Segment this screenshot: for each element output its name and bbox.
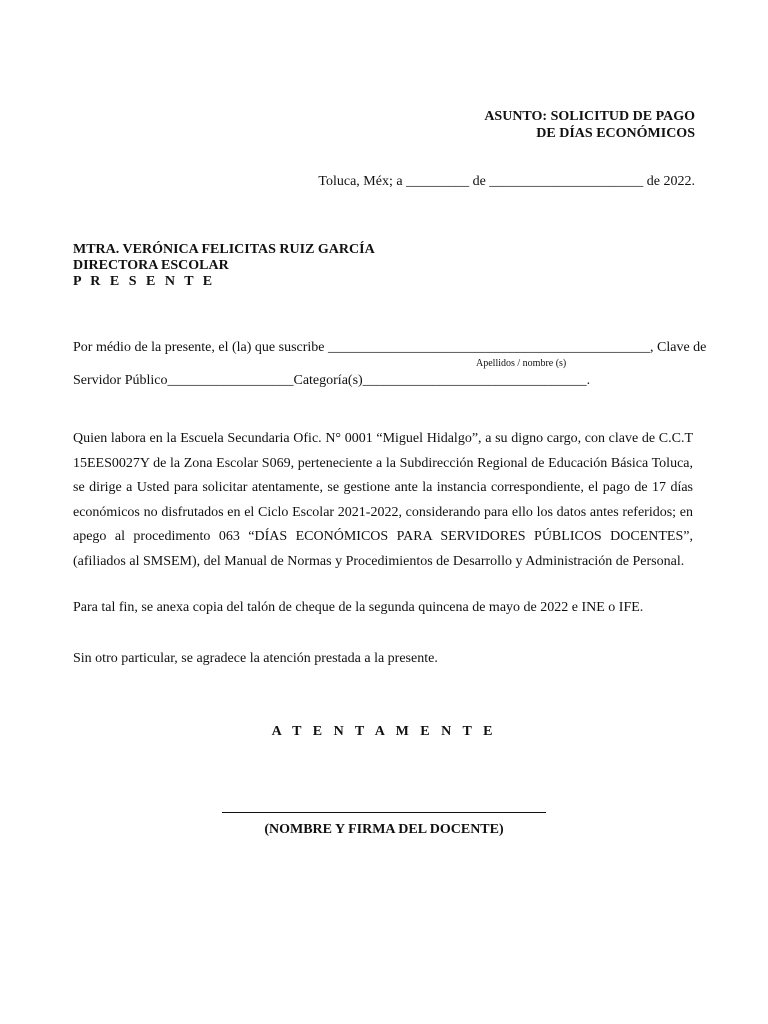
recipient-title: DIRECTORA ESCOLAR: [73, 258, 229, 273]
subject-line-1: ASUNTO: SOLICITUD DE PAGO: [484, 109, 695, 124]
atentamente-label: A T E N T A M E N T E: [271, 724, 497, 739]
paragraph-identification: [73, 340, 707, 388]
identification-line-1: Por médio de la presente, el (la) que suscribe ______________________________________________, Clave de: [73, 340, 707, 355]
date-line: Toluca, Méx; a _________ de ______________________ de 2022.: [318, 174, 695, 189]
identification-line-2: Servidor Público__________________Categoría(s)________________________________.: [73, 373, 591, 388]
paragraph-attachments: Para tal fin, se anexa copia del talón de cheque de la segunda quincena de mayo de 2022 e INE o IFE.: [73, 600, 644, 615]
paragraph-request: Quien labora en la Escuela Secundaria Ofic. N° 0001 “Miguel Hidalgo”, a su digno cargo, con clave de C.C.T 15EES0027Y de la Zona Escolar S069, perteneciente a la Subdirección Regional de Educación Básica Toluca, se dirige a Usted para solicitar atentamente, se gestione ante la instancia correspondiente, el pago de 17 días económicos no disfrutados en el Ciclo Escolar 2021-2022, considerando para ello los datos antes referidos; en apego al procedimento 063 “DÍAS ECONÓMICOS PARA SERVIDORES PÚBLICOS DOCENTES”, (afiliados al SMSEM), del Manual de Normas y Procedimientos de Desarrollo y Administración de Personal.: [73, 431, 693, 569]
subject-block: [484, 108, 695, 142]
presente-label: P R E S E N T E: [73, 274, 216, 289]
recipient-name: MTRA. VERÓNICA FELICITAS RUIZ GARCÍA: [73, 242, 375, 257]
signature-line: [222, 812, 546, 813]
name-field-caption: Apellidos / nombre (s): [476, 358, 567, 369]
signature-label: (NOMBRE Y FIRMA DEL DOCENTE): [264, 822, 504, 837]
recipient-block: [73, 242, 375, 290]
paragraph-closing: Sin otro particular, se agradece la atención prestada a la presente.: [73, 651, 438, 666]
subject-line-2: DE DÍAS ECONÓMICOS: [536, 126, 695, 141]
